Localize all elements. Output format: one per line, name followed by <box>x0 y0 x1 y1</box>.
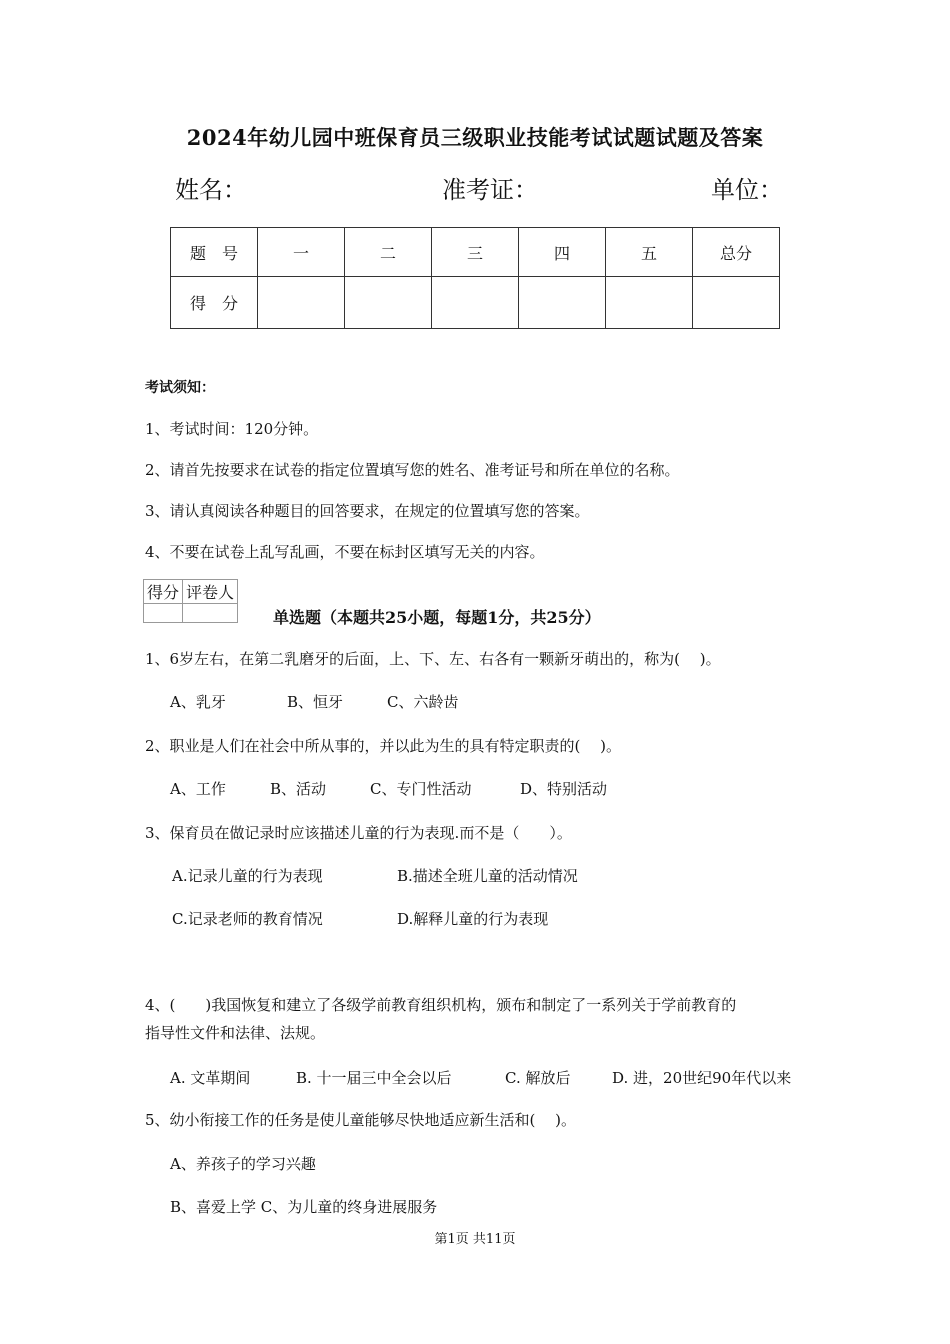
question-option: B、恒牙 <box>287 693 344 711</box>
grader-score-cell[interactable] <box>144 604 183 623</box>
score-cell[interactable] <box>606 277 693 329</box>
question-option: A、养孩子的学习兴趣 <box>170 1155 316 1173</box>
page-title: 2024年幼儿园中班保育员三级职业技能考试试题试题及答案 <box>186 125 764 150</box>
question-option: B. 十一届三中全会以后 <box>296 1069 452 1087</box>
page-footer: 第1页 共11页 <box>434 1232 516 1247</box>
score-header-cell: 总分 <box>693 228 780 277</box>
question-stem: 3、保育员在做记录时应该描述儿童的行为表现.而不是（ ）。 <box>145 824 572 842</box>
score-cell[interactable] <box>258 277 345 329</box>
score-table-score-row <box>171 277 780 329</box>
score-header-cell: 五 <box>606 228 693 277</box>
notice-item: 1、考试时间：120分钟。 <box>145 420 319 438</box>
question-option: B、活动 <box>270 780 327 798</box>
grader-reviewer-cell[interactable] <box>183 604 238 623</box>
notice-heading: 考试须知： <box>145 380 215 396</box>
score-cell[interactable] <box>345 277 432 329</box>
score-header-cell: 四 <box>519 228 606 277</box>
notice-item: 2、请首先按要求在试卷的指定位置填写您的姓名、准考证号和所在单位的名称。 <box>145 461 680 479</box>
notice-item: 4、不要在试卷上乱写乱画，不要在标封区填写无关的内容。 <box>145 543 545 561</box>
question-option: C、专门性活动 <box>370 780 472 798</box>
question-option: D、特别活动 <box>520 780 608 798</box>
score-cell[interactable] <box>693 277 780 329</box>
question-option: A. 文革期间 <box>170 1069 251 1087</box>
question-option: A.记录儿童的行为表现 <box>172 867 323 885</box>
question-option: A、乳牙 <box>170 693 226 711</box>
question-stem: 5、幼小衔接工作的任务是使儿童能够尽快地适应新生活和( )。 <box>145 1111 577 1129</box>
name-field-label: 姓名： <box>175 176 247 204</box>
score-table-header-row <box>171 228 780 277</box>
question-stem: 2、职业是人们在社会中所从事的，并以此为生的具有特定职责的( )。 <box>145 737 622 755</box>
question-option: C.记录老师的教育情况 <box>172 910 323 928</box>
question-stem: 1、6岁左右，在第二乳磨牙的后面，上、下、左、右各有一颗新牙萌出的，称为( )。 <box>145 650 721 668</box>
grader-box <box>143 579 238 623</box>
question-stem-continued: 指导性文件和法律、法规。 <box>145 1024 326 1042</box>
grader-score-label: 得分 <box>144 580 183 604</box>
question-option: D. 进，20世纪90年代以来 <box>612 1069 792 1087</box>
score-header-cell: 一 <box>258 228 345 277</box>
question-option: D.解释儿童的行为表现 <box>397 910 549 928</box>
question-option: C. 解放后 <box>505 1069 571 1087</box>
unit-field-label: 单位： <box>711 176 783 204</box>
section-title: 单选题（本题共25小题，每题1分，共25分） <box>273 608 601 627</box>
question-option: A、工作 <box>170 780 226 798</box>
question-option: B、喜爱上学 C、为儿童的终身进展服务 <box>170 1198 438 1216</box>
grader-reviewer-label: 评卷人 <box>183 580 238 604</box>
score-header-cell: 题 号 <box>171 228 258 277</box>
score-table <box>170 227 780 329</box>
exam-id-field-label: 准考证： <box>442 176 538 204</box>
score-header-cell: 三 <box>432 228 519 277</box>
question-option: C、六龄齿 <box>387 693 459 711</box>
score-header-cell: 二 <box>345 228 432 277</box>
score-cell[interactable] <box>519 277 606 329</box>
question-option: B.描述全班儿童的活动情况 <box>397 867 578 885</box>
score-row-label: 得 分 <box>171 277 258 329</box>
question-stem: 4、( )我国恢复和建立了各级学前教育组织机构，颁布和制定了一系列关于学前教育的 <box>145 996 737 1014</box>
notice-item: 3、请认真阅读各种题目的回答要求，在规定的位置填写您的答案。 <box>145 502 590 520</box>
score-cell[interactable] <box>432 277 519 329</box>
